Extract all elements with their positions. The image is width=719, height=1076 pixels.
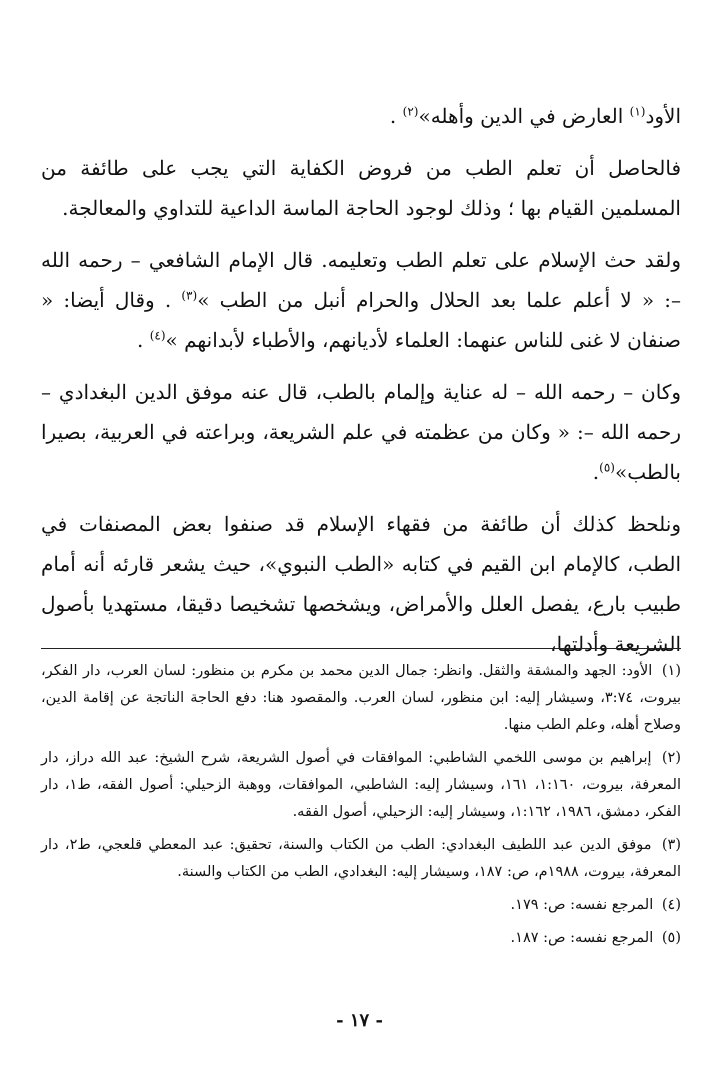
footnote-number: (٣)	[661, 837, 682, 853]
footnote-ref-3: (٣)	[181, 288, 198, 303]
paragraph-4	[41, 372, 681, 492]
paragraph-4-text: وكان – رحمه الله – له عناية وإلمام بالطب، قال عنه موفق الدين البغدادي – رحمه الله –: « وكان من عظمته في علم الشريعة، وبراعته في العربية، بصيرا بالطب»	[41, 380, 681, 484]
footnote-number: (٤)	[661, 897, 681, 913]
footnote-item	[41, 892, 681, 919]
paragraph-3-text-b: . وقال أيضا: « صنفان لا غنى للناس عنهما: العلماء لأديانهم، والأطباء لأبدانهم »	[41, 288, 681, 352]
footnote-item	[41, 925, 681, 952]
footnote-text: الأود: الجهد والمشقة والثقل. وانظر: جمال الدين محمد بن مكرم بن منظور: لسان العرب، دار الفكر، بيروت، ٣:٧٤، وسيشار إليه: ابن منظور، لسان العرب. والمقصود هنا: دفع الحاجة الناتجة عن إقامة الدين، وصلاح أهله، وعلم الطب منها.	[41, 663, 681, 733]
footnote-number: (٥)	[661, 930, 681, 946]
paragraph-3	[41, 240, 681, 360]
main-text	[41, 96, 681, 664]
paragraph-5: ونلحظ كذلك أن طائفة من فقهاء الإسلام قد صنفوا بعض المصنفات في الطب، كالإمام ابن القيم في كتابه «الطب النبوي»، حيث يشعر قارئه أنه أمام طبيب بارع، يفصل العلل والأمراض، ويشخصها تشخيصا دقيقا، مستهديا بأصول الشريعة وأدلتها،	[41, 512, 681, 656]
footnote-number: (٢)	[661, 750, 682, 766]
footnote-item	[41, 658, 681, 739]
footnote-separator	[41, 648, 681, 649]
footnote-number: (١)	[661, 663, 682, 679]
footnotes-list	[41, 658, 681, 958]
paragraph-3-text-a: ولقد حث الإسلام على تعلم الطب وتعليمه. قال الإمام الشافعي – رحمه الله –: « لا أعلم علما بعد الحلال والحرام أنبل من الطب »	[41, 248, 681, 312]
footnote-ref-4: (٤)	[149, 328, 166, 343]
footnote-text: المرجع نفسه: ص: ١٨٧.	[510, 930, 654, 946]
paragraph-1-end: .	[389, 104, 403, 128]
footnote-ref-2: (٢)	[402, 104, 419, 119]
footnote-item	[41, 832, 681, 886]
paragraph-3-end: .	[136, 328, 150, 352]
paragraph-1-start: الأود	[645, 104, 681, 128]
footnote-text: المرجع نفسه: ص: ١٧٩.	[510, 897, 654, 913]
footnote-text: إبراهيم بن موسى اللخمي الشاطبي: الموافقات في أصول الشريعة، شرح الشيخ: عبد الله دراز، دار المعرفة، بيروت، ١:١٦٠، ١٦١، وسيشار إليه: الشاطبي، الموافقات، ووهبة الزحيلي: أصول الفقه، ط١، دار الفكر، دمشق، ١٩٨٦، ١:١٦٢، وسيشار إليه: الزحيلي، أصول الفقه.	[41, 750, 681, 820]
page-number: - ١٧ -	[336, 1010, 383, 1031]
paragraph-1	[41, 96, 681, 136]
footnote-item	[41, 745, 681, 826]
footnote-ref-1: (١)	[629, 104, 646, 119]
footnote-ref-5: (٥)	[599, 460, 615, 475]
paragraph-2: فالحاصل أن تعلم الطب من فروض الكفاية التي يجب على طائفة من المسلمين القيام بها ؛ وذلك لوجود الحاجة الماسة الداعية للتداوي والمعالجة.	[41, 156, 681, 220]
footnote-text: موفق الدين عبد اللطيف البغدادي: الطب من الكتاب والسنة، تحقيق: عبد المعطي قلعجي، ط٢، دار المعرفة، بيروت، ١٩٨٨م، ص: ١٨٧، وسيشار إليه: البغدادي، الطب من الكتاب والسنة.	[41, 837, 681, 880]
paragraph-1-text: العارض في الدين وأهله»	[418, 104, 630, 128]
paragraph-4-end: .	[592, 460, 600, 484]
